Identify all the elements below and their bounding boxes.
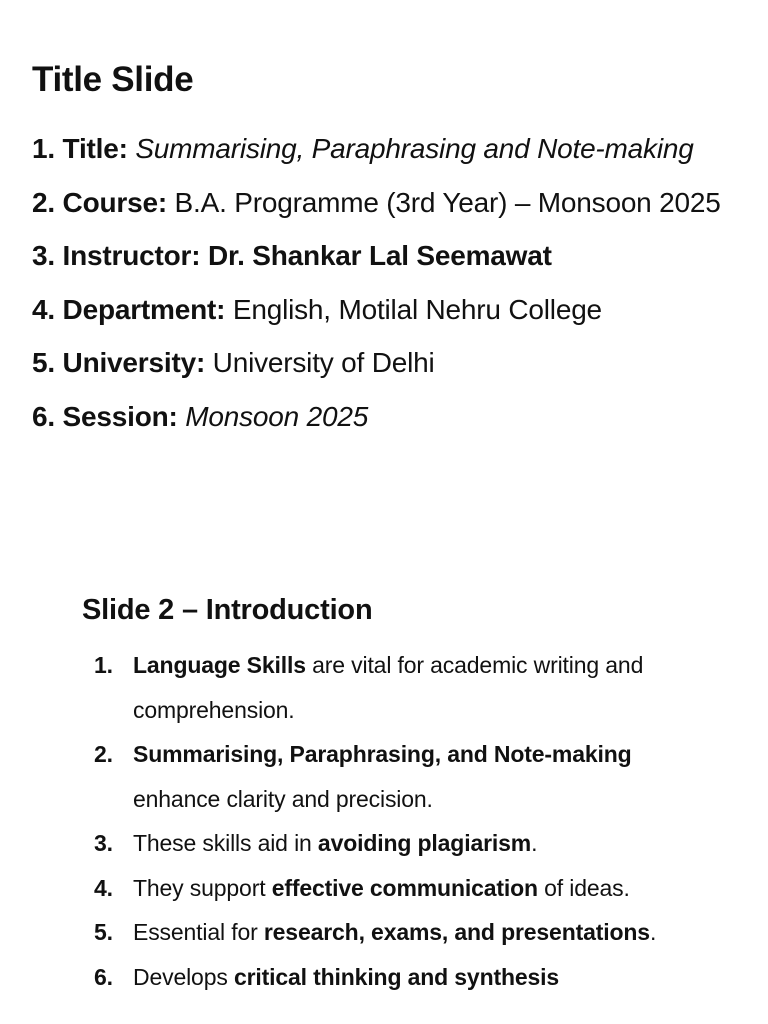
item-label: Session: <box>62 400 178 432</box>
info-item-department <box>32 283 752 337</box>
point-emphasis: effective communication <box>271 874 538 901</box>
item-number: 4. <box>32 293 55 325</box>
point-text: They support <box>133 874 272 901</box>
info-item-session <box>32 390 752 444</box>
item-number: 2. <box>94 741 113 767</box>
item-label: Instructor: <box>62 240 201 271</box>
list-item <box>82 955 702 1000</box>
slide-2-heading: Slide 2 – Introduction <box>82 594 373 626</box>
item-value: Dr. Shankar Lal Seemawat <box>207 240 552 271</box>
info-item-title <box>32 122 752 176</box>
item-number: 1. <box>32 133 55 164</box>
item-number: 6. <box>94 963 113 990</box>
item-number: 3. <box>94 830 113 856</box>
point-text: are vital for academic writing and comprehension. <box>133 652 644 723</box>
point-text: . <box>649 919 657 945</box>
title-slide-info-list <box>32 122 752 443</box>
item-number: 3. <box>32 240 55 271</box>
item-label: University: <box>62 347 206 378</box>
info-item-instructor <box>32 229 752 283</box>
item-label: Title: <box>62 133 128 164</box>
point-emphasis: Summarising, Paraphrasing, and Note-making <box>133 741 632 767</box>
point-text: Essential for <box>133 919 264 945</box>
point-emphasis: research, exams, and presentations <box>263 919 650 945</box>
item-number: 2. <box>32 186 55 218</box>
point-emphasis: avoiding plagiarism <box>317 830 532 856</box>
point-text: . <box>531 830 538 856</box>
title-slide-heading: Title Slide <box>32 60 194 99</box>
point-text: These skills aid in <box>133 830 318 856</box>
item-number: 6. <box>32 400 55 432</box>
item-number: 5. <box>32 347 55 378</box>
point-text: of ideas. <box>537 874 630 901</box>
list-item <box>82 821 702 866</box>
item-value: University of Delhi <box>212 347 435 378</box>
introduction-points-list <box>82 643 702 999</box>
point-emphasis: Language Skills <box>133 652 306 678</box>
item-value: B.A. Programme (3rd Year) – Monsoon 2025 <box>174 186 721 218</box>
list-item <box>82 732 702 821</box>
info-item-course <box>32 176 722 230</box>
point-text: enhance clarity and precision. <box>133 785 433 812</box>
item-number: 4. <box>94 874 113 901</box>
item-label: Course: <box>62 186 167 218</box>
item-number: 5. <box>94 919 113 945</box>
list-item <box>82 866 702 911</box>
item-value: English, Motilal Nehru College <box>232 293 602 325</box>
list-item <box>82 643 702 732</box>
point-emphasis: critical thinking and synthesis <box>233 963 560 990</box>
item-number: 1. <box>94 652 113 678</box>
list-item <box>82 910 702 955</box>
info-item-university <box>32 336 752 390</box>
title-slide-section <box>32 56 752 443</box>
point-text: Develops <box>133 963 234 990</box>
item-value: Summarising, Paraphrasing and Note-making <box>135 133 694 164</box>
item-value: Monsoon 2025 <box>185 400 369 432</box>
slide-2-section <box>82 588 702 999</box>
item-label: Department: <box>62 293 226 325</box>
